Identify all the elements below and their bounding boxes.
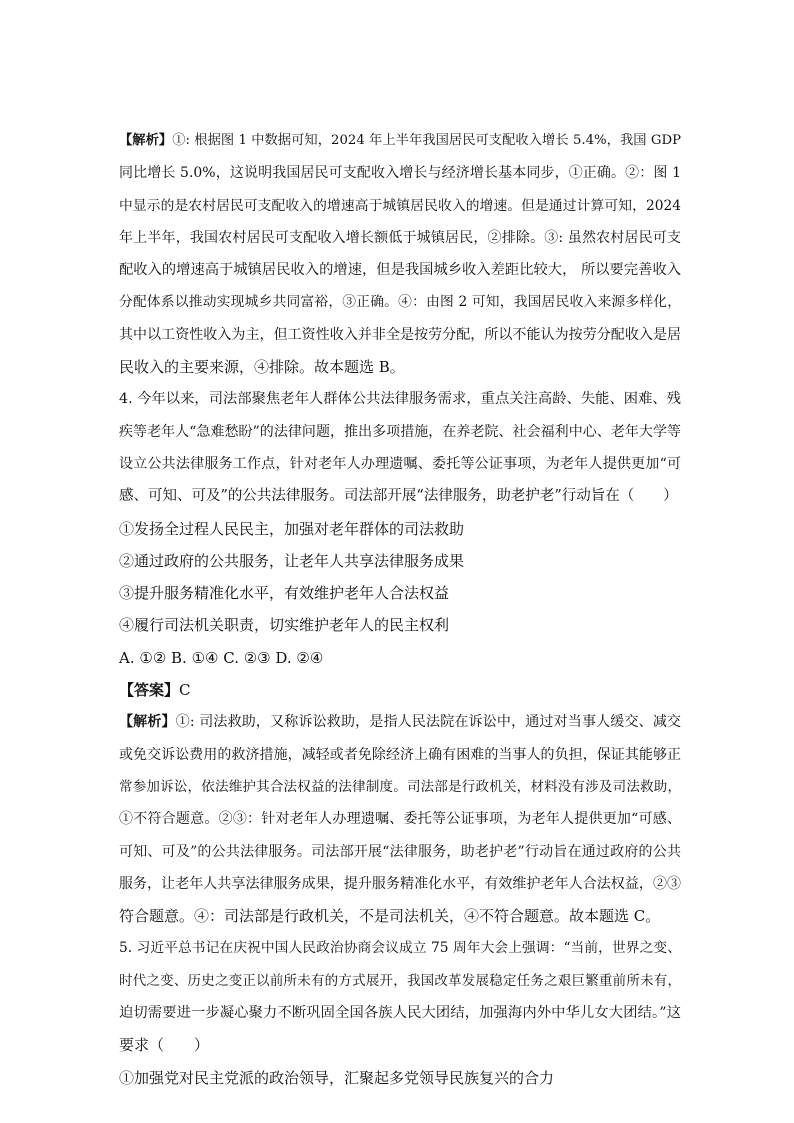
text-line [119, 900, 681, 932]
document-page [119, 125, 681, 1094]
line-text: C [179, 681, 191, 700]
line-text: 年上半年，我国农村居民可支配收入增长额低于城镇居民，②排除。③: 虽然农村居民可支 [119, 229, 681, 246]
text-line [119, 157, 681, 189]
line-text: 其中以工资性收入为主，但工资性收入并非全是按劳分配，所以不能认为按劳分配收入是居 [119, 326, 681, 343]
text-line [119, 706, 681, 738]
line-text: 民收入的主要来源，④排除。故本题选 B。 [119, 358, 405, 377]
text-line [119, 868, 681, 900]
text-line [119, 642, 681, 674]
text-line [119, 1062, 681, 1094]
text-line [119, 609, 681, 641]
line-text: 同比增长 5.0%，这说明我国居民可支配收入增长与经济增长基本同步，①正确。②：图 1 [119, 165, 681, 182]
section-tag: 【解析】 [119, 714, 176, 731]
line-text: ①: 司法救助，又称诉讼救助，是指人民法院在诉讼中，通过对当事人缓交、减交 [175, 714, 681, 731]
line-text: ①加强党对民主党派的政治领导，汇聚起多党领导民族复兴的合力 [119, 1068, 555, 1087]
line-text: 迫切需要进一步凝心聚力不断巩固全国各族人民大团结，加强海内外中华儿女大团结。”这 [119, 1005, 681, 1022]
line-text: 或免交诉讼费用的救济措施，减轻或者免除经济上确有困难的当事人的负担，保证其能够正 [119, 746, 681, 763]
line-text: 设立公共法律服务工作点，针对老年人办理遗嘱、委托等公证事项，为老年人提供更加“可 [119, 455, 681, 472]
line-text: 可知、可及”的公共法律服务。司法部开展“法律服务，助老护老”行动旨在通过政府的公共 [119, 843, 681, 860]
line-text: 感、可知、可及”的公共法律服务。司法部开展“法律服务，助老护老”行动旨在（ ） [119, 488, 678, 505]
line-text: 分配体系以推动实现城乡共同富裕，③正确。④：由图 2 可知，我国居民收入来源多样化， [119, 294, 681, 311]
line-text: A. ①② B. ①④ C. ②③ D. ②④ [119, 648, 324, 667]
text-line [119, 739, 681, 771]
line-text: 常参加诉讼，依法维护其合法权益的法律制度。司法部是行政机关，材料没有涉及司法救助， [119, 778, 681, 795]
text-line [119, 965, 681, 997]
line-text: 4. 今年以来，司法部聚焦老年人群体公共法律服务需求，重点关注高龄、失能、困难、残 [119, 391, 681, 408]
text-line [119, 480, 681, 512]
text-line [119, 286, 681, 318]
text-line [119, 803, 681, 835]
text-line [119, 1029, 681, 1061]
section-tag: 【解析】 [119, 133, 173, 148]
line-text: 中显示的是农村居民可支配收入的增速高于城镇居民收入的增速。但是通过计算可知，2024 [119, 197, 681, 214]
line-text: 时代之变、历史之变正以前所未有的方式展开，我国改革发展稳定任务之艰巨繁重前所未有， [119, 972, 681, 989]
text-line [119, 448, 681, 480]
text-line [119, 674, 681, 706]
line-text: 服务，让老年人共享法律服务成果，提升服务精准化水平，有效维护老年人合法权益，②③ [119, 875, 681, 892]
line-text: ④履行司法机关职责，切实维护老年人的民主权利 [119, 616, 450, 635]
text-line [119, 222, 681, 254]
text-line [119, 545, 681, 577]
line-text: 5. 习近平总书记在庆祝中国人民政治协商会议成立 75 周年大会上强调：“当前，世界之变、 [119, 940, 681, 957]
text-line [119, 932, 681, 964]
section-tag: 【答案】 [119, 681, 180, 700]
text-line [119, 125, 681, 157]
text-line [119, 997, 681, 1029]
text-line [119, 836, 681, 868]
text-line [119, 319, 681, 351]
line-text: 疾等老年人“急难愁盼”的法律问题，推出多项措施，在养老院、社会福利中心、老年大学等 [119, 423, 681, 440]
text-line [119, 190, 681, 222]
text-line [119, 577, 681, 609]
text-line [119, 383, 681, 415]
line-text: ②通过政府的公共服务，让老年人共享法律服务成果 [119, 551, 465, 570]
line-text: ③提升服务精准化水平，有效维护老年人合法权益 [119, 584, 450, 603]
line-text: 配收入的增速高于城镇居民收入的增速，但是我国城乡收入差距比较大， 所以要完善收入 [119, 262, 681, 279]
text-line [119, 254, 681, 286]
text-line [119, 416, 681, 448]
line-text: 要求（ ） [119, 1036, 210, 1055]
text-line [119, 351, 681, 383]
line-text: 符合题意。④：司法部是行政机关，不是司法机关，④不符合题意。故本题选 C。 [119, 907, 661, 926]
line-text: ①: 根据图 1 中数据可知，2024 年上半年我国居民可支配收入增长 5.4%，我国 GDP [172, 133, 681, 148]
text-line [119, 513, 681, 545]
line-text: ①发扬全过程人民民主，加强对老年群体的司法救助 [119, 519, 465, 538]
line-text: ①不符合题意。②③：针对老年人办理遗嘱、委托等公证事项，为老年人提供更加“可感、 [119, 811, 681, 828]
text-line [119, 771, 681, 803]
